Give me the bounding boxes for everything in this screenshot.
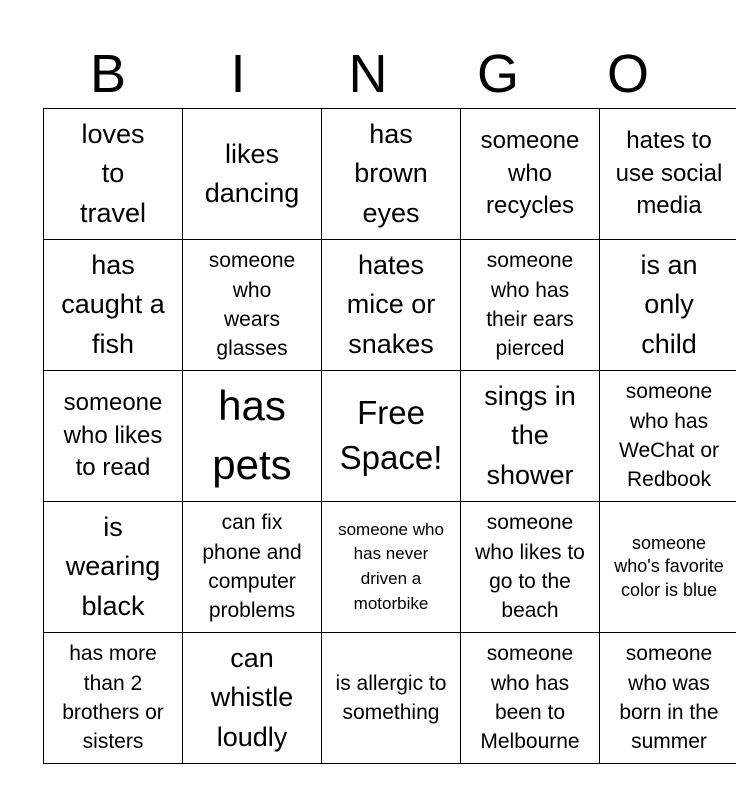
cell-text: hates to use social media	[615, 127, 723, 220]
cell-text: someone who has their ears pierced	[486, 249, 574, 361]
cell-text: is an only child	[640, 250, 698, 359]
bingo-cell[interactable]	[461, 371, 600, 502]
bingo-cell[interactable]	[600, 502, 736, 633]
bingo-cell[interactable]	[600, 240, 736, 371]
bingo-cell[interactable]	[183, 109, 322, 240]
cell-text: can whistle loudly	[210, 643, 294, 752]
cell-text: someone who has never driven a motorbike	[338, 519, 444, 613]
bingo-cell[interactable]	[44, 502, 183, 633]
bingo-cell[interactable]	[600, 109, 736, 240]
header-letter-n: N	[348, 44, 388, 104]
board-row	[44, 633, 736, 764]
cell-text: is allergic to something	[335, 671, 447, 724]
cell-text: has more than 2 brothers or sisters	[62, 642, 164, 754]
cell-text: someone who was born in the summer	[619, 642, 719, 754]
cell-text: someone who likes to read	[63, 389, 163, 482]
cell-text: someone who likes to go to the beach	[475, 511, 585, 623]
bingo-cell[interactable]	[183, 240, 322, 371]
bingo-cell[interactable]	[44, 371, 183, 502]
header-letter-o: O	[606, 44, 649, 104]
free-space-text: Free Space!	[339, 394, 443, 476]
cell-text: has pets	[212, 382, 292, 488]
header-letter-i: I	[230, 44, 246, 104]
bingo-cell[interactable]	[600, 633, 736, 764]
bingo-cell[interactable]	[183, 502, 322, 633]
bingo-cell[interactable]	[322, 240, 461, 371]
cell-text: can fix phone and computer problems	[202, 511, 302, 623]
board-row	[44, 502, 736, 633]
bingo-header	[43, 40, 693, 108]
board-row	[44, 109, 736, 240]
cell-text: has caught a fish	[61, 250, 165, 359]
bingo-cell[interactable]	[322, 502, 461, 633]
bingo-cell[interactable]	[322, 109, 461, 240]
cell-text: someone who recycles	[480, 127, 580, 220]
header-letter-b: B	[89, 44, 127, 104]
bingo-cell[interactable]	[461, 109, 600, 240]
bingo-cell[interactable]	[183, 371, 322, 502]
cell-text: sings in the shower	[484, 381, 576, 490]
cell-text: someone who has been to Melbourne	[480, 642, 580, 754]
bingo-cell[interactable]	[183, 633, 322, 764]
bingo-cell free-space[interactable]	[322, 371, 461, 502]
cell-text: hates mice or snakes	[346, 250, 436, 359]
bingo-cell[interactable]	[44, 633, 183, 764]
cell-text: someone who has WeChat or Redbook	[619, 380, 719, 492]
bingo-cell[interactable]	[322, 633, 461, 764]
cell-text: someone who wears glasses	[208, 249, 296, 361]
board-row	[44, 371, 736, 502]
bingo-board	[43, 108, 736, 764]
bingo-cell[interactable]	[461, 633, 600, 764]
board-row	[44, 240, 736, 371]
cell-text: is wearing black	[65, 512, 161, 621]
cell-text: someone who's favorite color is blue	[614, 532, 724, 600]
header-letter-g: G	[476, 44, 519, 104]
bingo-cell[interactable]	[44, 240, 183, 371]
bingo-cell[interactable]	[600, 371, 736, 502]
bingo-cell[interactable]	[44, 109, 183, 240]
bingo-cell[interactable]	[461, 240, 600, 371]
cell-text: likes dancing	[204, 138, 300, 208]
cell-text: loves to travel	[79, 119, 147, 228]
bingo-cell[interactable]	[461, 502, 600, 633]
cell-text: has brown eyes	[354, 119, 428, 228]
